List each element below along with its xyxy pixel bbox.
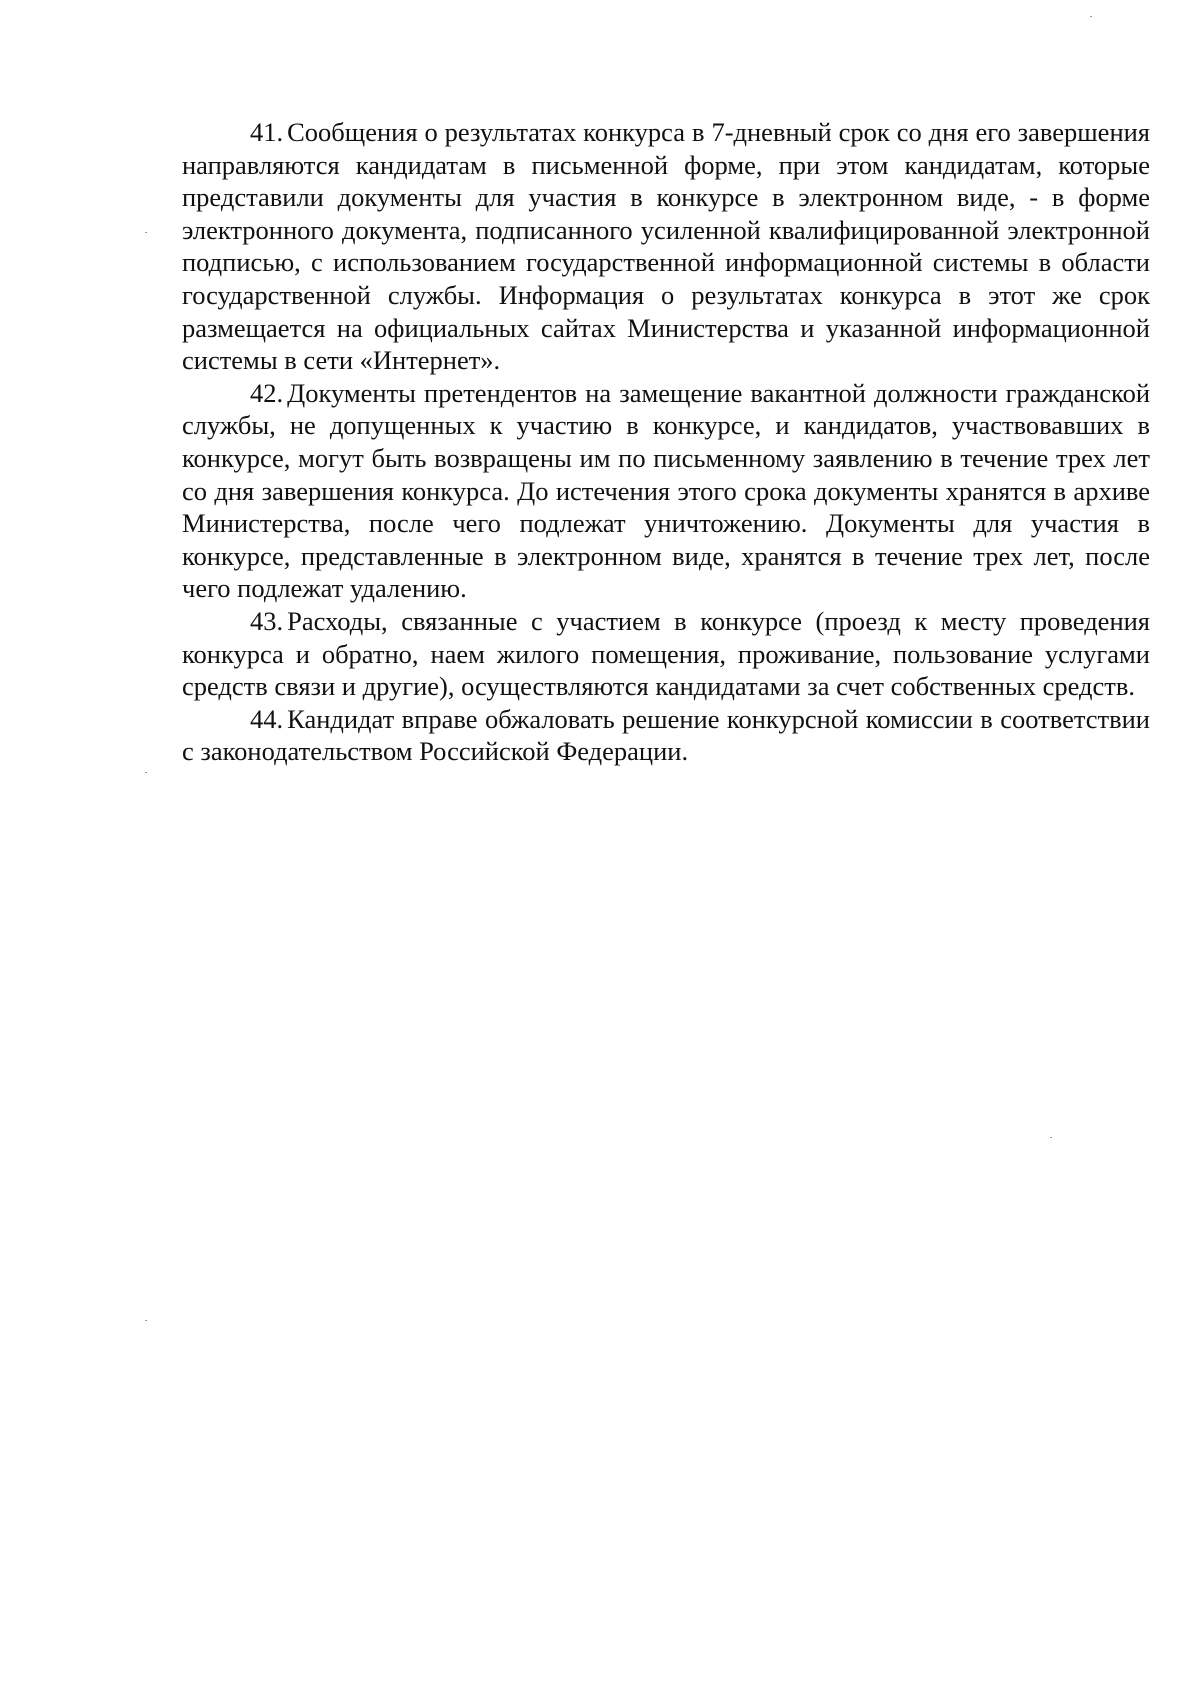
paragraph-41	[182, 116, 1150, 377]
scan-speck	[145, 772, 147, 773]
paragraph-text: Кандидат вправе обжаловать решение конкурсной комиссии в соответствии с законодательством Российской Федерации.	[182, 703, 1150, 767]
scan-speck	[1090, 16, 1092, 17]
scan-speck	[145, 1320, 147, 1321]
scan-speck	[145, 232, 147, 233]
paragraph-text: Расходы, связанные с участием в конкурсе (проезд к месту проведения конкурса и обратно, наем жилого помещения, проживание, пользование услугами средств связи и другие), осуществляются кандидатами за счет собственных средств.	[182, 605, 1150, 702]
paragraph-number: 42.	[250, 377, 284, 408]
scan-speck	[1050, 1137, 1052, 1138]
paragraph-number: 44.	[250, 703, 284, 734]
paragraph-44	[182, 703, 1150, 768]
paragraph-43	[182, 605, 1150, 703]
paragraph-number: 43.	[250, 605, 284, 636]
document-body	[182, 116, 1150, 768]
paragraph-text: Документы претендентов на замещение вакантной должности гражданской службы, не допущенных к участию в конкурсе, и кандидатов, участвовавших в конкурсе, могут быть возвращены им по письменному заявлению в течение трех лет со дня завершения конкурса. До истечения этого срока документы хранятся в архиве Министерства, после чего подлежат уничтожению. Документы для участия в конкурсе, представленные в электронном виде, хранятся в течение трех лет, после чего подлежат удалению.	[182, 377, 1150, 604]
paragraph-text: Сообщения о результатах конкурса в 7-дневный срок со дня его завершения направляются кандидатам в письменной форме, при этом кандидатам, которые представили документы для участия в конкурсе в электронном виде, - в форме электронного документа, подписанного усиленной квалифицированной электронной подписью, с использованием государственной информационной системы в области государственной службы. Информация о результатах конкурса в этот же срок размещается на официальных сайтах Министерства и указанной информационной системы в сети «Интернет».	[182, 117, 1150, 376]
paragraph-number: 41.	[250, 117, 284, 147]
paragraph-42	[182, 377, 1150, 605]
